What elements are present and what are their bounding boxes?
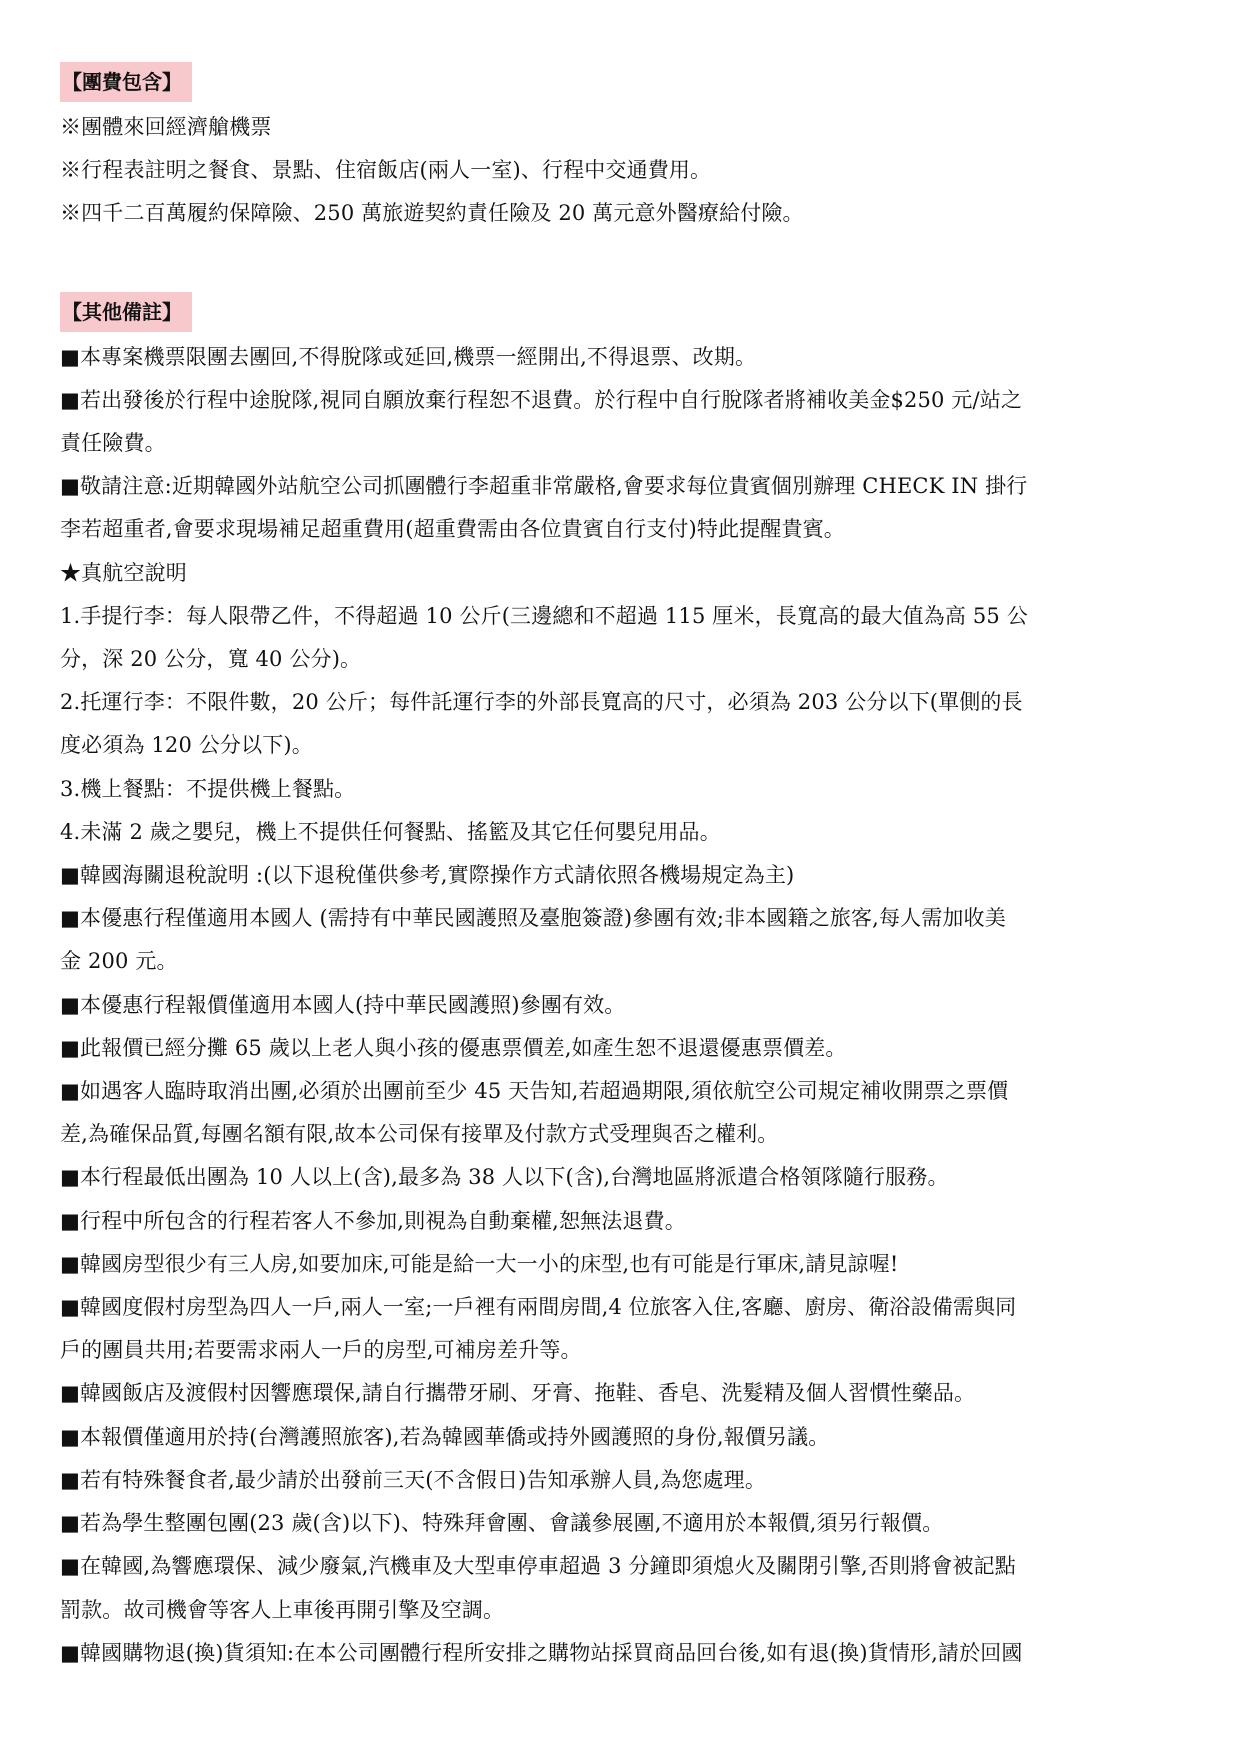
text-line: 差,為確保品質,每團名額有限,故本公司保有接單及付款方式受理與否之權利。 [60,1122,779,1147]
text-line: ■行程中所包含的行程若客人不參加,則視為自動棄權,恕無法退費。 [60,1208,686,1233]
text-line: ■若為學生整團包團(23 歲(含)以下)、特殊拜會團、會議參展團,不適用於本報價,須另行報價。 [60,1511,944,1536]
text-line: ■此報價已經分攤 65 歲以上老人與小孩的優惠票價差,如產生恕不退還優惠票價差。 [60,1035,847,1060]
text-line: 分，深 20 公分，寬 40 公分)。 [60,647,362,672]
section-heading: 【其他備註】 [60,292,192,332]
text-line: ★真航空說明 [60,560,187,585]
text-line: ■本報價僅適用於持(台灣護照旅客),若為韓國華僑或持外國護照的身份,報價另議。 [60,1424,830,1449]
text-line: ■本專案機票限團去團回,不得脫隊或延回,機票一經開出,不得退票、改期。 [60,344,757,369]
text-line: 4.未滿 2 歲之嬰兒，機上不提供任何餐點、搖籃及其它任何嬰兒用品。 [60,819,721,844]
text-line: 度必須為 120 公分以下)。 [60,733,313,758]
text-line: 1.手提行李：每人限帶乙件，不得超過 10 公斤(三邊總和不超過 115 厘米，長寬高的最大值為高 55 公 [60,603,1028,628]
text-line: ■若出發後於行程中途脫隊,視同自願放棄行程恕不退費。於行程中自行脫隊者將補收美金$250 元/站之 [60,387,1023,412]
text-line: ■本優惠行程僅適用本國人 (需持有中華民國護照及臺胞簽證)參團有效;非本國籍之旅客,每人需加收美 [60,906,1006,931]
section-spacer [60,236,1185,292]
text-line: ■韓國海關退稅說明 :(以下退稅僅供參考,實際操作方式請依照各機場規定為主) [60,863,795,888]
text-line: ■在韓國,為響應環保、減少廢氣,汽機車及大型車停車超過 3 分鐘即須熄火及關閉引擎,否則將會被記點 [60,1554,1016,1579]
text-line: 2.托運行李：不限件數，20 公斤；每件託運行李的外部長寬高的尺寸，必須為 203 公分以下(單側的長 [60,690,1023,715]
text-line: 李若超重者,會要求現場補足超重費用(超重費需由各位貴賓自行支付)特此提醒貴賓。 [60,517,845,542]
section-other-notes [60,292,1185,1675]
text-line: ■敬請注意:近期韓國外站航空公司抓團體行李超重非常嚴格,會要求每位貴賓個別辦理 CHECK IN 掛行 [60,474,1028,499]
text-line: ■本優惠行程報價僅適用本國人(持中華民國護照)參團有效。 [60,992,626,1017]
section-heading: 【團費包含】 [60,62,192,102]
text-line: ■韓國飯店及渡假村因響應環保,請自行攜帶牙刷、牙膏、拖鞋、香皂、洗髮精及個人習慣性藥品。 [60,1381,976,1406]
text-line: 責任險費。 [60,431,166,456]
text-line: 3.機上餐點：不提供機上餐點。 [60,776,356,801]
text-line: ■如遇客人臨時取消出團,必須於出團前至少 45 天告知,若超過期限,須依航空公司規定補收開票之票價 [60,1079,1009,1104]
text-line: ■韓國購物退(換)貨須知:在本公司團體行程所安排之購物站採買商品回台後,如有退(換)貨情形,請於回國 [60,1640,1023,1665]
section-fee-includes [60,62,1185,236]
text-line: 罰款。故司機會等客人上車後再開引擎及空調。 [60,1597,505,1622]
text-line: ■本行程最低出團為 10 人以上(含),最多為 38 人以下(含),台灣地區將派遣合格領隊隨行服務。 [60,1165,949,1190]
text-line: 戶的團員共用;若要需求兩人一戶的房型,可補房差升等。 [60,1338,582,1363]
text-line: ※團體來回經濟艙機票 [60,115,272,139]
text-line: 金 200 元。 [60,949,178,974]
text-line: ■韓國房型很少有三人房,如要加床,可能是給一大一小的床型,也有可能是行軍床,請見諒喔! [60,1251,899,1276]
text-line: ■韓國度假村房型為四人一戶,兩人一室;一戶裡有兩間房間,4 位旅客入住,客廳、廚房、衛浴設備需與同 [60,1295,1017,1320]
text-line: ※行程表註明之餐食、景點、住宿飯店(兩人一室)、行程中交通費用。 [60,158,712,183]
text-line: ※四千二百萬履約保障險、250 萬旅遊契約責任險及 20 萬元意外醫療給付險。 [60,201,804,226]
document-page [60,62,1185,1675]
text-line: ■若有特殊餐食者,最少請於出發前三天(不含假日)告知承辦人員,為您處理。 [60,1467,766,1492]
